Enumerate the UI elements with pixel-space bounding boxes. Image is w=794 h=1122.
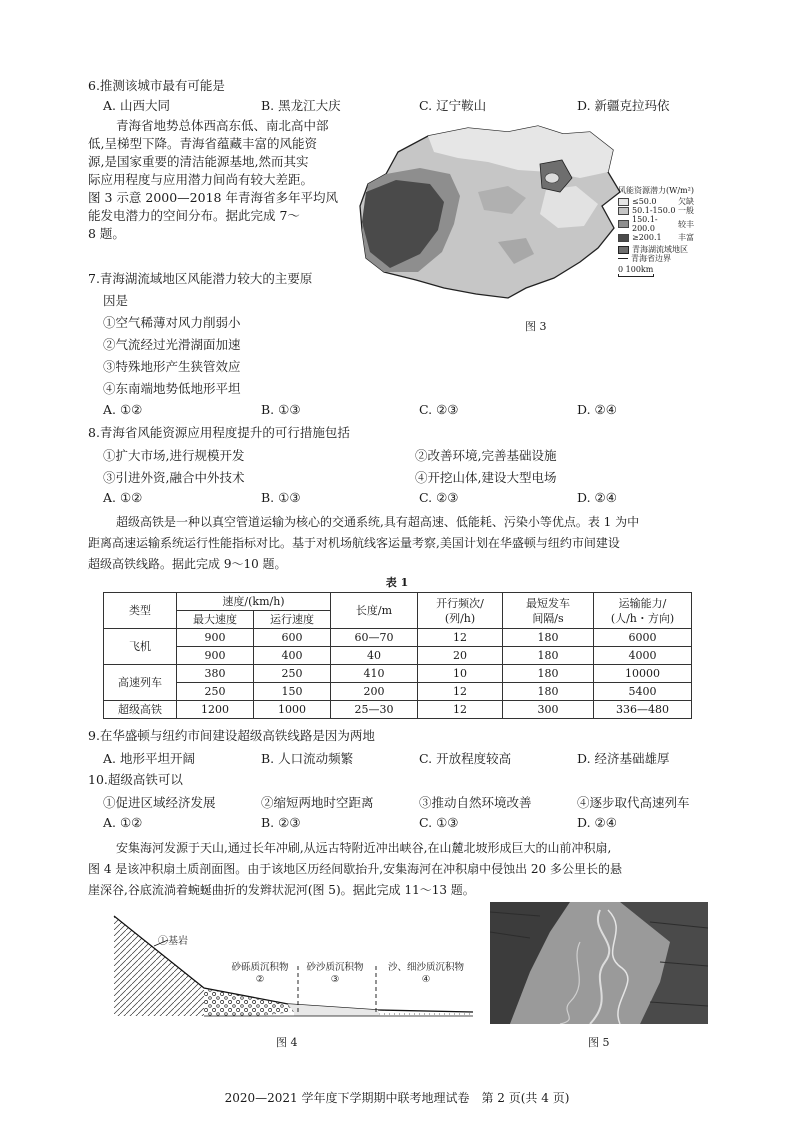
legend-label: 欠缺 (678, 197, 694, 206)
cell: 5400 (594, 683, 692, 701)
cell: 900 (177, 647, 254, 665)
label-bedrock: ①基岩 (158, 936, 188, 947)
table-row (104, 665, 692, 683)
intro-qinghai-line: 图 3 示意 2000—2018 年青海省多年平均风 (88, 190, 338, 205)
label-layer-3 (296, 962, 374, 986)
cell: 20 (418, 647, 503, 665)
q8-statement: ③引进外资,融合中外技术 (103, 470, 245, 485)
cell: 180 (503, 629, 594, 647)
intro-anjihai-line: 安集海河发源于天山,通过长年冲刷,从远古特附近冲出峡谷,在山麓北坡形成巨大的山前冲积扇, (116, 841, 612, 855)
q7-statement: ③特殊地形产生狭管效应 (103, 359, 241, 374)
q6-option-b: B. 黑龙江大庆 (261, 98, 341, 113)
intro-anjihai-line: 崖深谷,谷底流淌着蜿蜒曲折的发辫状泥河(图 5)。据此完成 11～13 题。 (88, 883, 475, 897)
th-capacity-l2: (人/h・方向) (610, 611, 675, 625)
th-frequency (418, 593, 503, 629)
intro-qinghai-line: 青海省地势总体西高东低、南北高中部 (116, 118, 329, 133)
figure-4-caption: 图 4 (276, 1036, 298, 1049)
legend-swatch-icon (618, 207, 629, 215)
legend-swatch-icon (618, 234, 629, 242)
intro-qinghai-line: 际应用程度与应用潜力间尚有较大差距。 (88, 172, 314, 187)
legend-lake (618, 245, 710, 254)
intro-qinghai-line: 源,是国家重要的清洁能源基地,然而其实 (88, 154, 309, 169)
label-layer-4 (374, 962, 478, 986)
figure-3-caption: 图 3 (525, 320, 547, 333)
q7-stem: 7.青海湖流域地区风能潜力较大的主要原 (88, 271, 313, 286)
q7-statement: ④东南端地势低地形平坦 (103, 381, 241, 396)
table-row (104, 683, 692, 701)
q7-option-c: C. ②③ (419, 402, 459, 417)
table-1-title: 表 1 (385, 576, 409, 589)
th-type: 类型 (104, 593, 177, 629)
legend-range: ≤50.0 (632, 197, 657, 206)
q9-option-a: A. 地形平坦开阔 (103, 751, 195, 766)
cell: 6000 (594, 629, 692, 647)
q8-option-a: A. ①② (103, 490, 143, 505)
intro-hyperloop-line: 超级高铁是一种以真空管道运输为核心的交通系统,具有超高速、低能耗、污染小等优点。表 1 为中 (116, 515, 640, 529)
q8-statements-row1 (103, 446, 727, 464)
q8-statement: ①扩大市场,进行规模开发 (103, 448, 245, 463)
intro-qinghai (88, 117, 356, 243)
q10-options (103, 815, 735, 830)
map-scale (618, 265, 710, 277)
cell: 900 (177, 629, 254, 647)
q10-statement: ②缩短两地时空距离 (261, 795, 374, 810)
cell: 12 (418, 629, 503, 647)
legend-item (618, 197, 710, 206)
legend-swatch-icon (618, 198, 629, 206)
sand-layer (288, 1004, 380, 1016)
label-layer-2-text: 砂砾质沉积物 (231, 962, 289, 973)
cell: 336—480 (594, 701, 692, 719)
q10-statement: ④逐步取代高速列车 (577, 795, 690, 810)
label-layer-2-num: ② (255, 974, 265, 985)
legend-item (618, 215, 710, 233)
q10-statements (103, 793, 735, 811)
th-run-speed: 运行速度 (254, 611, 331, 629)
cell-type: 超级高铁 (104, 701, 177, 719)
q10-option-c: C. ①③ (419, 815, 459, 830)
cell: 250 (177, 683, 254, 701)
scale-label: 0 100km (618, 265, 654, 274)
figure-5-photo (490, 902, 708, 1024)
q7-option-d: D. ②④ (577, 402, 617, 417)
q8-option-b: B. ①③ (261, 490, 301, 505)
q7-statement: ①空气稀薄对风力削弱小 (103, 315, 241, 330)
table-row (104, 647, 692, 665)
legend-swatch-icon (618, 220, 629, 228)
q7-stem-cont: 因是 (103, 293, 129, 308)
th-interval-l2: 间隔/s (532, 611, 564, 625)
cell: 180 (503, 683, 594, 701)
cell: 250 (254, 665, 331, 683)
cell: 600 (254, 629, 331, 647)
label-layer-4-text: 沙、细沙质沉积物 (387, 962, 464, 973)
label-layer-3-text: 砂沙质沉积物 (306, 962, 364, 973)
legend-range: ≥200.1 (632, 233, 662, 242)
cell: 400 (254, 647, 331, 665)
legend-range: 150.1-200.0 (632, 215, 658, 233)
cell: 40 (331, 647, 418, 665)
q9-option-b: B. 人口流动频繁 (261, 751, 354, 766)
cell-type: 高速列车 (104, 665, 177, 701)
cell-type: 飞机 (104, 629, 177, 665)
legend-border (618, 254, 710, 263)
q8-stem: 8.青海省风能资源应用程度提升的可行措施包括 (88, 425, 350, 440)
cell: 12 (418, 701, 503, 719)
th-frequency-l2: (列/h) (444, 611, 476, 625)
th-interval (503, 593, 594, 629)
q10-option-b: B. ②③ (261, 815, 301, 830)
legend-border-label: 青海省边界 (631, 254, 671, 263)
th-capacity (594, 593, 692, 629)
cell: 180 (503, 665, 594, 683)
th-length: 长度/m (331, 593, 418, 629)
th-speed: 速度/(km/h) (177, 593, 331, 611)
th-max-speed: 最大速度 (177, 611, 254, 629)
q9-option-c: C. 开放程度较高 (419, 751, 512, 766)
q8-statements-row2 (103, 468, 727, 486)
cell: 10 (418, 665, 503, 683)
intro-hyperloop-line: 超级高铁线路。据此完成 9～10 题。 (88, 557, 287, 571)
q8-options (103, 490, 735, 505)
legend-lake-label: 青海湖流域地区 (632, 245, 688, 254)
cell: 12 (418, 683, 503, 701)
figure-5-caption: 图 5 (588, 1036, 610, 1049)
q9-option-d: D. 经济基础雄厚 (577, 751, 670, 766)
q9-stem: 9.在华盛顿与纽约市间建设超级高铁线路是因为两地 (88, 728, 375, 743)
label-layer-4-num: ④ (421, 974, 431, 985)
bedrock-slope (114, 916, 204, 1016)
q7-option-b: B. ①③ (261, 402, 301, 417)
figure-3-legend (618, 186, 710, 277)
q8-option-c: C. ②③ (419, 490, 459, 505)
cell: 25—30 (331, 701, 418, 719)
q10-stem: 10.超级高铁可以 (88, 772, 183, 787)
cell: 150 (254, 683, 331, 701)
cell: 200 (331, 683, 418, 701)
legend-range: 50.1-150.0 (632, 206, 676, 215)
q10-statement: ①促进区域经济发展 (103, 795, 216, 810)
intro-qinghai-line: 8 题。 (88, 226, 125, 241)
legend-label: 较丰 (678, 219, 694, 229)
cell: 300 (503, 701, 594, 719)
q6-stem: 6.推测该城市最有可能是 (88, 78, 225, 93)
legend-label: 丰富 (678, 233, 694, 242)
scale-bar-icon (618, 274, 654, 277)
cell: 1000 (254, 701, 331, 719)
th-interval-l1: 最短发车 (526, 596, 570, 610)
q7-options (103, 402, 735, 417)
intro-anjihai-line: 图 4 是该冲积扇土质剖面图。由于该地区历经间歇抬升,安集海河在冲积扇中侵蚀出 20 多公里长的悬 (88, 862, 622, 876)
q8-statement: ②改善环境,完善基础设施 (415, 448, 557, 463)
th-frequency-l1: 开行频次/ (436, 596, 484, 610)
th-capacity-l1: 运输能力/ (618, 596, 667, 610)
q6-option-d: D. 新疆克拉玛依 (577, 98, 670, 113)
cell: 410 (331, 665, 418, 683)
intro-qinghai-line: 能发电潜力的空间分布。据此完成 7～ (88, 208, 300, 223)
cell: 4000 (594, 647, 692, 665)
intro-hyperloop (88, 512, 708, 575)
page-footer: 2020—2021 学年度下学期期中联考地理试卷 第 2 页(共 4 页) (224, 1091, 570, 1105)
q10-statement: ③推动自然环境改善 (419, 795, 532, 810)
intro-qinghai-line: 低,呈梯型下降。青海省蕴藏丰富的风能资 (88, 136, 317, 151)
q8-option-d: D. ②④ (577, 490, 617, 505)
q9-options (103, 749, 735, 767)
table-1 (103, 592, 692, 719)
q6-options (103, 96, 735, 114)
legend-title: 风能资源潜力(W/m²) (618, 186, 694, 195)
cell: 10000 (594, 665, 692, 683)
lake-boundary-icon (618, 246, 629, 254)
legend-label: 一般 (678, 206, 694, 215)
border-line-icon (618, 258, 628, 259)
cell: 380 (177, 665, 254, 683)
legend-item (618, 206, 710, 215)
legend-item (618, 233, 710, 242)
q6-option-c: C. 辽宁鞍山 (419, 98, 487, 113)
q7-statement: ②气流经过光滑湖面加速 (103, 337, 241, 352)
table-row (104, 701, 692, 719)
label-layer-2 (220, 962, 300, 986)
intro-anjihai (88, 838, 708, 901)
label-layer-3-num: ③ (330, 974, 340, 985)
cell: 180 (503, 647, 594, 665)
qinghai-lake (545, 173, 559, 183)
q7-option-a: A. ①② (103, 402, 143, 417)
cell: 1200 (177, 701, 254, 719)
intro-hyperloop-line: 距离高速运输系统运行性能指标对比。基于对机场航线客运量考察,美国计划在华盛顿与纽约市间建设 (88, 536, 620, 550)
q8-statement: ④开挖山体,建设大型电场 (415, 470, 557, 485)
cell: 60—70 (331, 629, 418, 647)
q6-option-a: A. 山西大同 (103, 98, 170, 113)
q10-option-d: D. ②④ (577, 815, 617, 830)
q10-option-a: A. ①② (103, 815, 143, 830)
table-row (104, 629, 692, 647)
